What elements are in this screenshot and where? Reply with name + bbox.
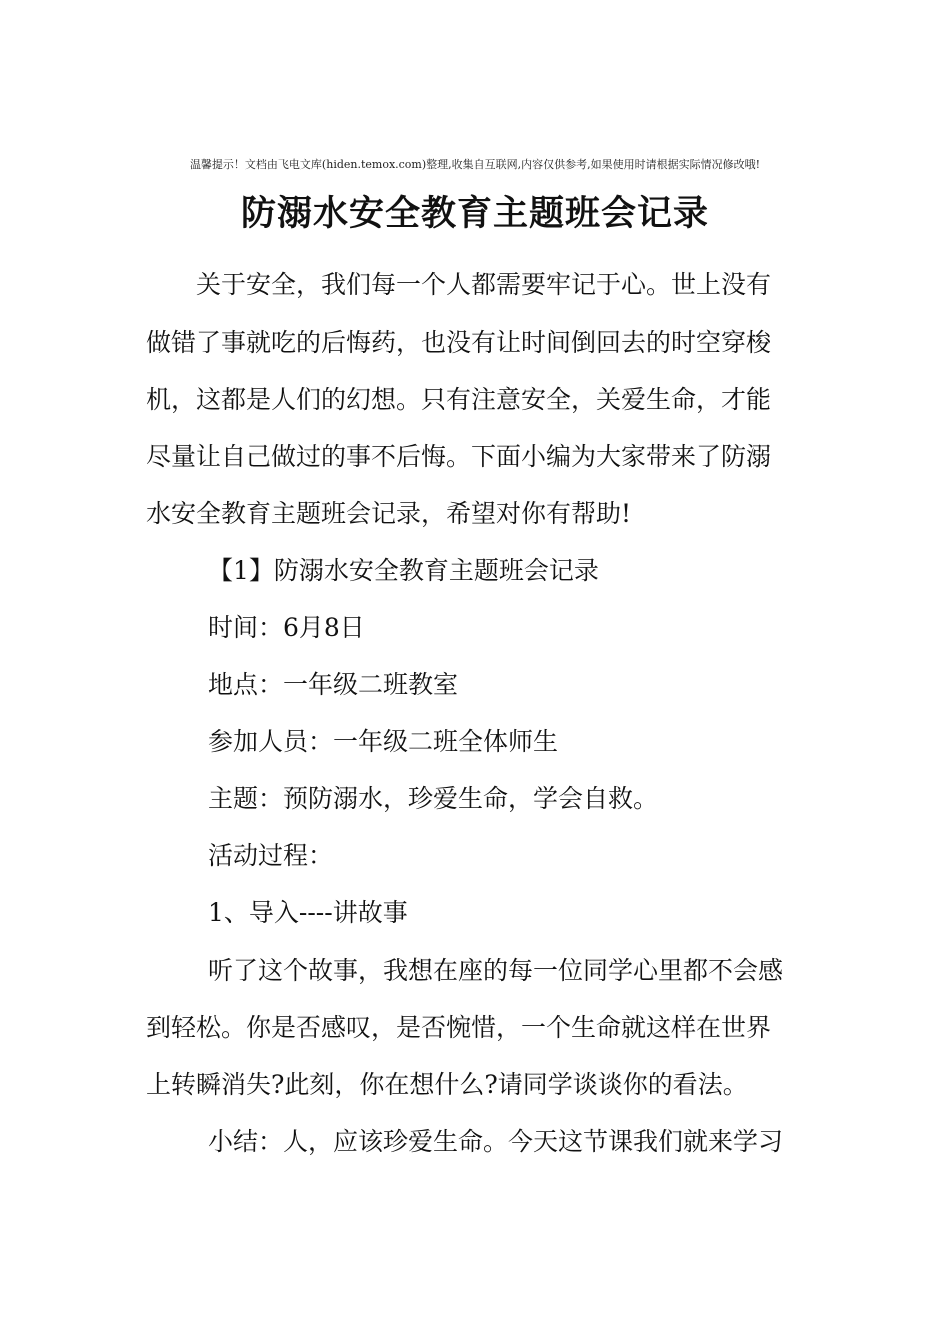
intro-line-5: 水安全教育主题班会记录，希望对你有帮助! bbox=[146, 499, 632, 528]
header-notice: 温馨提示！文档由飞电文库(hiden.temox.com)整理,收集自互联网,内容仅供参考,如果使用时请根据实际情况修改哦! bbox=[189, 158, 761, 171]
time-line: 时间：6月8日 bbox=[208, 613, 365, 642]
summary-line: 小结：人，应该珍爱生命。今天这节课我们就来学习 bbox=[208, 1127, 784, 1156]
participants-line: 参加人员：一年级二班全体师生 bbox=[208, 727, 559, 756]
intro-line-4: 尽量让自己做过的事不后悔。下面小编为大家带来了防溺 bbox=[146, 442, 772, 471]
story-line-3: 上转瞬消失?此刻，你在想什么?请同学谈谈你的看法。 bbox=[146, 1070, 748, 1099]
process-label: 活动过程： bbox=[208, 841, 334, 870]
story-line-2: 到轻松。你是否感叹，是否惋惜，一个生命就这样在世界 bbox=[146, 1013, 772, 1042]
intro-line-2: 做错了事就吃的后悔药，也没有让时间倒回去的时空穿梭 bbox=[146, 328, 772, 357]
section-heading: 【1】防溺水安全教育主题班会记录 bbox=[208, 556, 599, 585]
intro-line-1: 关于安全，我们每一个人都需要牢记于心。世上没有 bbox=[196, 270, 772, 299]
document-title: 防溺水安全教育主题班会记录 bbox=[240, 193, 709, 234]
story-line-1: 听了这个故事，我想在座的每一位同学心里都不会感 bbox=[208, 956, 784, 985]
intro-line-3: 机，这都是人们的幻想。只有注意安全，关爱生命，才能 bbox=[146, 385, 772, 414]
place-line: 地点：一年级二班教室 bbox=[208, 670, 459, 699]
theme-line: 主题：预防溺水，珍爱生命，学会自救。 bbox=[208, 784, 659, 813]
step-1-line: 1、导入----讲故事 bbox=[208, 898, 408, 927]
